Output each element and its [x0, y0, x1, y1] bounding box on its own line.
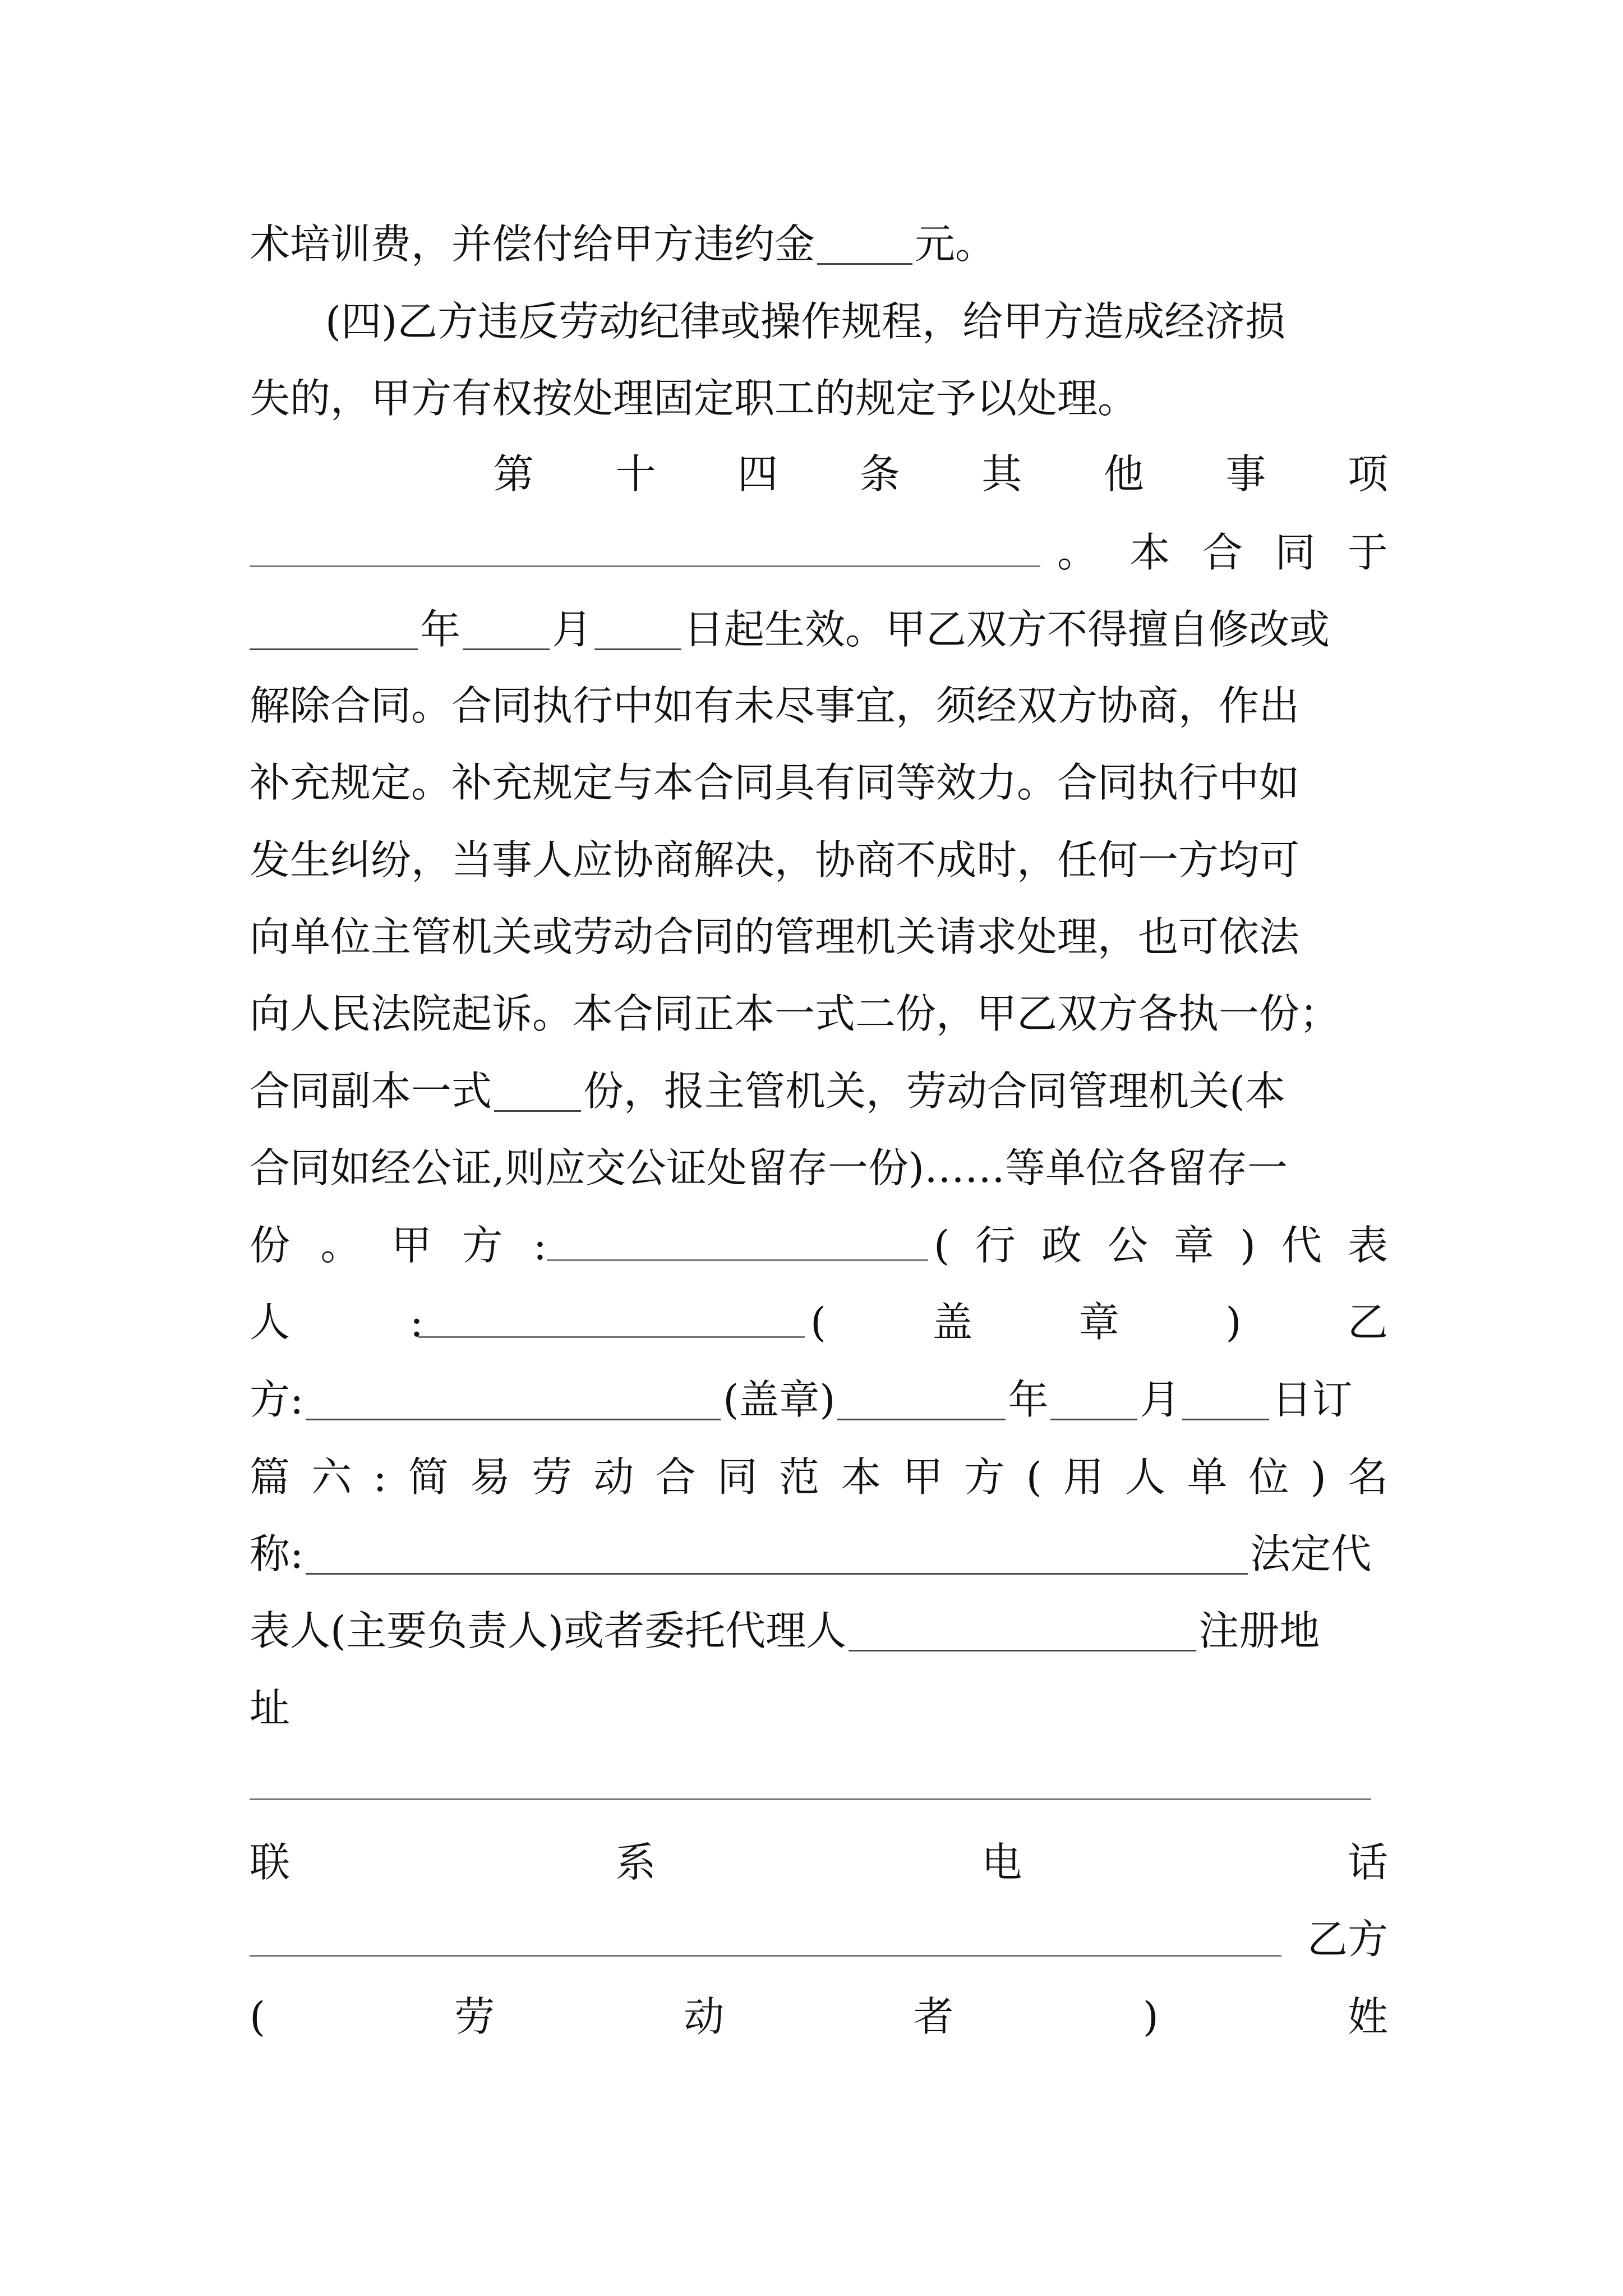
fill-blank: [594, 609, 681, 650]
text-char: 代: [1281, 1222, 1322, 1269]
text-char: 章: [1078, 1299, 1119, 1346]
text-char: 位: [1248, 1453, 1289, 1501]
text-char: 系: [615, 1839, 656, 1886]
text-char: 单: [1187, 1453, 1228, 1501]
text-char: 行: [975, 1222, 1016, 1269]
text-char: 篇: [250, 1453, 291, 1501]
text-line: [250, 1986, 1388, 2047]
text-char: 名: [1347, 1453, 1388, 1501]
text-line: [250, 983, 1388, 1045]
text-line: [325, 291, 1391, 352]
text-fragment: 失的，甲方有权按处理固定职工的规定予以处理。: [250, 375, 1138, 422]
text-fragment: 日订: [1271, 1376, 1353, 1423]
text-char: 甲: [391, 1222, 432, 1269]
heading-char: 其: [981, 450, 1022, 498]
section-heading-line: [250, 1446, 1388, 1508]
text-char: 姓: [1347, 1993, 1388, 2040]
heading-char: 项: [1347, 450, 1388, 498]
text-char: 于: [1347, 529, 1388, 576]
text-line: [934, 1214, 1388, 1276]
heading-char: 第: [494, 450, 534, 498]
text-line: [250, 599, 1388, 660]
text-line: [1057, 522, 1388, 583]
text-line: [250, 752, 1388, 813]
text-char: 甲: [902, 1453, 943, 1501]
text-fragment: 年: [420, 606, 461, 653]
text-char: 用: [1063, 1453, 1104, 1501]
text-line: [250, 1369, 1388, 1430]
text-char: 方: [462, 1222, 503, 1269]
text-fragment: 元。: [915, 220, 996, 268]
fill-blank: [837, 1379, 1006, 1420]
text-char: ): [1225, 1299, 1242, 1346]
text-fragment: 发生纠纷，当事人应协商解决，协商不成时，任何一方均可: [250, 836, 1300, 884]
fill-blank: [306, 1534, 1248, 1575]
fill-blank: [250, 1955, 1281, 1957]
text-fragment: (四)乙方违反劳动纪律或操作规程，给甲方造成经济损: [325, 298, 1286, 345]
text-char: 人: [1125, 1453, 1166, 1501]
text-line: [250, 1137, 1388, 1199]
text-line: [250, 1291, 423, 1353]
text-char: (: [934, 1222, 950, 1269]
text-char: 政: [1041, 1222, 1082, 1269]
text-char: ): [1310, 1453, 1326, 1501]
article-heading-line: [494, 443, 1388, 505]
text-char: 份: [250, 1222, 291, 1269]
text-line: [250, 906, 1388, 968]
text-char: 公: [1107, 1222, 1148, 1269]
fill-blank: [849, 1611, 1196, 1651]
text-char: (: [1026, 1453, 1042, 1501]
text-char: 同: [717, 1453, 758, 1501]
heading-char: 条: [859, 450, 900, 498]
text-fragment: 向人民法院起诉。本合同正本一式二份，甲乙双方各执一份；: [250, 990, 1340, 1037]
fill-blank: [547, 1259, 928, 1261]
fill-blank: [494, 1071, 581, 1112]
text-char: 劳: [454, 1993, 495, 2040]
text-char: 章: [1173, 1222, 1214, 1269]
text-line: [250, 829, 1388, 891]
fill-blank: [817, 224, 912, 265]
text-fragment: 注册地: [1198, 1607, 1320, 1654]
text-char: ): [1142, 1993, 1159, 2040]
text-fragment: (盖章): [723, 1376, 836, 1423]
text-fragment: 解除合同。合同执行中如有未尽事宜，须经双方协商，作出: [250, 682, 1300, 729]
text-char: 动: [593, 1453, 634, 1501]
text-char: :: [409, 1299, 423, 1346]
fill-blank: [250, 1798, 1371, 1800]
text-char: 。: [320, 1222, 361, 1269]
text-char: 本: [1129, 529, 1170, 576]
text-line: [250, 1600, 1388, 1662]
text-char: 合: [1202, 529, 1243, 576]
text-fragment: 合同副本一式: [250, 1068, 492, 1115]
text-fragment: 称:: [250, 1530, 304, 1577]
text-line: [250, 213, 1388, 275]
text-char: 乙: [1347, 1299, 1388, 1346]
text-char: 合: [655, 1453, 696, 1501]
text-fragment: 份，报主管机关，劳动合同管理机关(本: [583, 1068, 1286, 1115]
text-line: [250, 675, 1388, 737]
text-char: 本: [841, 1453, 882, 1501]
text-fragment: 法定代: [1250, 1530, 1372, 1577]
text-fragment: 月: [1140, 1376, 1181, 1423]
text-line: [250, 1832, 1388, 1893]
text-char: 话: [1347, 1839, 1388, 1886]
text-char: 人: [250, 1299, 291, 1346]
text-char: :: [373, 1453, 387, 1501]
text-fragment: 乙方: [1307, 1916, 1388, 1963]
text-fragment: 向单位主管机关或劳动合同的管理机关请求处理，也可依法: [250, 913, 1300, 960]
text-char: 六: [311, 1453, 352, 1501]
text-line: [250, 367, 1388, 429]
text-line: [1293, 1908, 1388, 1970]
text-char: 动: [684, 1993, 725, 2040]
text-char: 劳: [532, 1453, 573, 1501]
heading-char: 四: [737, 450, 778, 498]
text-line: [250, 1060, 1388, 1122]
text-fragment: 表人(主要负责人)或者委托代理人: [250, 1607, 847, 1654]
text-char: (: [250, 1993, 266, 2040]
text-line: [250, 1523, 1388, 1585]
heading-char: 事: [1225, 450, 1266, 498]
text-char: 者: [913, 1993, 954, 2040]
fill-blank: [250, 565, 1040, 567]
text-fragment: 日起生效。甲乙双方不得擅自修改或: [684, 606, 1330, 653]
text-line: [810, 1291, 1388, 1353]
heading-char: 十: [615, 450, 656, 498]
text-char: 盖: [932, 1299, 973, 1346]
heading-char: 他: [1103, 450, 1144, 498]
text-line: [250, 1677, 1388, 1739]
text-char: (: [810, 1299, 827, 1346]
text-line: [250, 1214, 547, 1276]
text-char: :: [533, 1222, 547, 1269]
text-char: 表: [1347, 1222, 1388, 1269]
text-fragment: 方:: [250, 1376, 304, 1423]
text-char: 联: [250, 1839, 291, 1886]
fill-blank: [250, 609, 418, 650]
text-char: 易: [470, 1453, 511, 1501]
text-char: 方: [964, 1453, 1005, 1501]
text-char: ): [1239, 1222, 1256, 1269]
fill-blank: [1050, 1379, 1137, 1420]
text-fragment: 补充规定。补充规定与本合同具有同等效力。合同执行中如: [250, 759, 1300, 806]
text-fragment: 合同如经公证,则应交公证处留存一份)……等单位各留存一: [250, 1144, 1288, 1191]
text-char: 简: [408, 1453, 449, 1501]
fill-blank: [306, 1379, 721, 1420]
text-char: 电: [981, 1839, 1022, 1886]
text-fragment: 术培训费，并偿付给甲方违约金: [250, 220, 815, 268]
text-fragment: 月: [552, 606, 593, 653]
fill-blank: [463, 609, 550, 650]
fill-blank: [1182, 1379, 1269, 1420]
text-char: 同: [1275, 529, 1316, 576]
fill-blank: [418, 1336, 805, 1338]
text-fragment: 址: [250, 1685, 291, 1732]
text-fragment: 年: [1008, 1376, 1049, 1423]
text-char: 范: [778, 1453, 819, 1501]
text-char: 。: [1057, 529, 1098, 576]
